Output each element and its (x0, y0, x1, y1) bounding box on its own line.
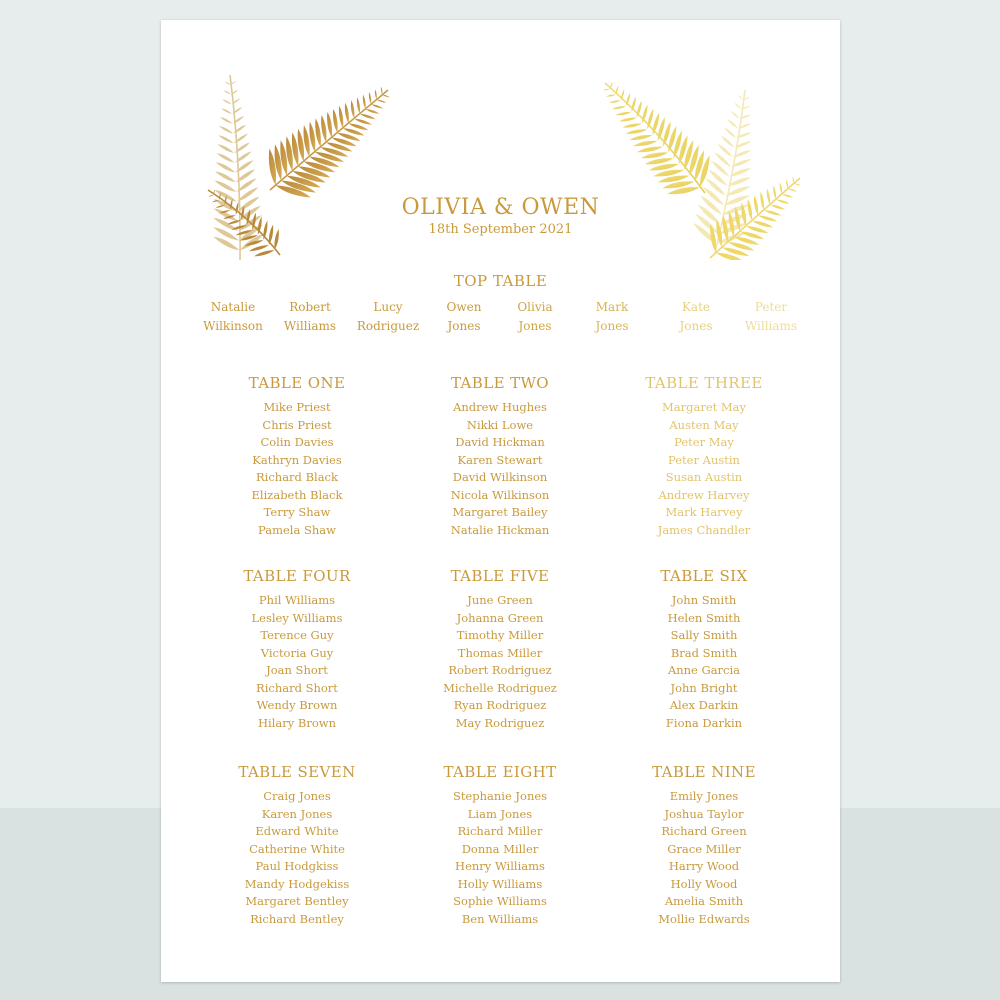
guest-name: Ben Williams (461, 911, 539, 926)
wedding-date: 18th September 2021 (428, 222, 573, 237)
guest-name: Peter Austin (668, 452, 740, 467)
guest-name: Mollie Edwards (658, 911, 750, 926)
guest-last-name: Jones (518, 319, 552, 333)
guest-name: Natalie Hickman (450, 522, 550, 537)
guest-name: Michelle Rodriguez (443, 680, 557, 695)
guest-name: Richard Green (661, 824, 747, 838)
guest-name: David Hickman (455, 435, 545, 449)
seating-table-1 (197, 374, 397, 539)
guest-name: Andrew Hughes (453, 400, 547, 414)
table-title: TABLE TWO (450, 374, 550, 392)
seating-table-9 (604, 763, 804, 928)
guest-name: Grace Miller (667, 841, 741, 856)
guest-name: Karen Jones (261, 806, 333, 821)
guest-name: James Chandler (657, 522, 751, 537)
guest-name: Richard Short (256, 680, 338, 695)
guest-name: John Smith (671, 593, 737, 607)
guest-last-name: Wilkinson (203, 319, 263, 333)
guest-name: Nikki Lowe (466, 417, 534, 432)
table-title: TABLE THREE (645, 374, 763, 392)
guest-name: Joan Short (266, 663, 328, 677)
table-title: TABLE FOUR (243, 567, 351, 585)
guest-name: Hilary Brown (257, 715, 336, 730)
guest-name: Anne Garcia (667, 663, 741, 677)
seating-table-6 (604, 567, 804, 732)
table-title: TABLE FIVE (450, 567, 550, 585)
guest-name: June Green (467, 593, 533, 607)
guest-name: Pamela Shaw (258, 522, 336, 537)
guest-name: David Wilkinson (452, 470, 548, 484)
guest-name: Wendy Brown (256, 698, 338, 712)
guest-name: Mike Priest (263, 400, 331, 414)
guest-name: Helen Smith (667, 610, 741, 625)
table-title: TABLE SEVEN (238, 763, 356, 781)
guest-name: Karen Stewart (457, 452, 543, 467)
guest-name: Timothy Miller (456, 628, 544, 642)
table-title: TABLE ONE (248, 374, 346, 392)
guest-first-name: Robert (289, 300, 331, 314)
guest-name: Terry Shaw (263, 505, 331, 519)
guest-name: Emily Jones (669, 789, 739, 803)
guest-name: May Rodriguez (455, 715, 545, 730)
guest-name: Richard Black (256, 470, 338, 484)
seating-table-5 (400, 567, 600, 732)
table-title: TABLE SIX (660, 567, 748, 585)
guest-name: Fiona Darkin (665, 715, 743, 730)
guest-first-name: Peter (754, 300, 788, 314)
guest-name: Holly Wood (670, 876, 738, 891)
guest-name: Stephanie Jones (452, 789, 548, 803)
guest-name: Holly Williams (457, 876, 543, 891)
guest-name: Mark Harvey (665, 505, 743, 519)
guest-name: Austen May (669, 417, 739, 432)
guest-name: Chris Priest (262, 417, 332, 432)
fern-frond-large (603, 82, 710, 194)
guest-name: Andrew Harvey (658, 487, 750, 502)
guest-name: Richard Miller (457, 824, 543, 838)
guest-name: Johanna Green (456, 610, 544, 625)
top-table-guest (567, 298, 657, 336)
guest-name: Phil Williams (258, 593, 336, 607)
guest-first-name: Owen (446, 300, 482, 314)
seating-table-7 (197, 763, 397, 928)
guest-name: Donna Miller (461, 841, 539, 856)
guest-name: Susan Austin (665, 470, 743, 484)
guest-name: Catherine White (249, 841, 345, 856)
table-title: TABLE NINE (652, 763, 756, 781)
guest-last-name: Jones (447, 319, 481, 333)
guest-name: Richard Bentley (250, 911, 344, 926)
guest-name: Sophie Williams (453, 894, 547, 908)
guest-name: John Bright (670, 680, 738, 695)
guest-last-name: Williams (744, 319, 798, 333)
guest-name: Lesley Williams (251, 610, 343, 625)
guest-name: Margaret Bailey (452, 505, 548, 519)
seating-table-2 (400, 374, 600, 539)
guest-name: Ryan Rodriguez (453, 698, 547, 712)
seating-table-3 (604, 374, 804, 539)
guest-name: Henry Williams (455, 859, 545, 873)
guest-name: Harry Wood (668, 859, 740, 873)
guest-name: Kathryn Davies (252, 452, 342, 467)
top-table-title: TOP TABLE (453, 272, 548, 290)
guest-name: Alex Darkin (669, 698, 739, 712)
guest-name: Margaret May (661, 400, 747, 414)
guest-name: Elizabeth Black (251, 487, 343, 502)
guest-first-name: Olivia (517, 300, 553, 314)
seating-table-4 (197, 567, 397, 732)
guest-name: Paul Hodgkiss (255, 859, 339, 873)
guest-last-name: Williams (283, 319, 337, 333)
guest-name: Liam Jones (467, 806, 533, 821)
guest-name: Nicola Wilkinson (450, 487, 550, 502)
guest-name: Victoria Guy (260, 645, 334, 660)
seating-table-8 (400, 763, 600, 928)
guest-name: Peter May (674, 435, 734, 449)
guest-name: Edward White (255, 824, 339, 838)
guest-name: Amelia Smith (664, 894, 744, 908)
fern-frond-large (269, 87, 390, 198)
guest-name: Joshua Taylor (664, 806, 744, 821)
guest-first-name: Mark (595, 300, 629, 314)
guest-last-name: Jones (679, 319, 713, 333)
top-table-guest (726, 298, 816, 336)
guest-name: Margaret Bentley (245, 894, 349, 908)
guest-first-name: Natalie (210, 300, 256, 314)
guest-name: Robert Rodriguez (448, 663, 552, 677)
guest-name: Sally Smith (670, 628, 738, 642)
top-table-guest (265, 298, 355, 336)
guest-name: Brad Smith (670, 645, 738, 660)
couple-names: OLIVIA & OWEN (401, 195, 600, 220)
guest-name: Thomas Miller (457, 645, 543, 660)
guest-first-name: Kate (681, 300, 711, 314)
table-title: TABLE EIGHT (443, 763, 557, 781)
guest-first-name: Lucy (373, 300, 403, 314)
guest-name: Terence Guy (260, 628, 334, 642)
guest-last-name: Jones (595, 319, 629, 333)
guest-last-name: Rodriguez (356, 319, 420, 333)
guest-name: Colin Davies (260, 435, 334, 449)
guest-name: Craig Jones (263, 789, 331, 803)
guest-name: Mandy Hodgekiss (244, 876, 350, 891)
